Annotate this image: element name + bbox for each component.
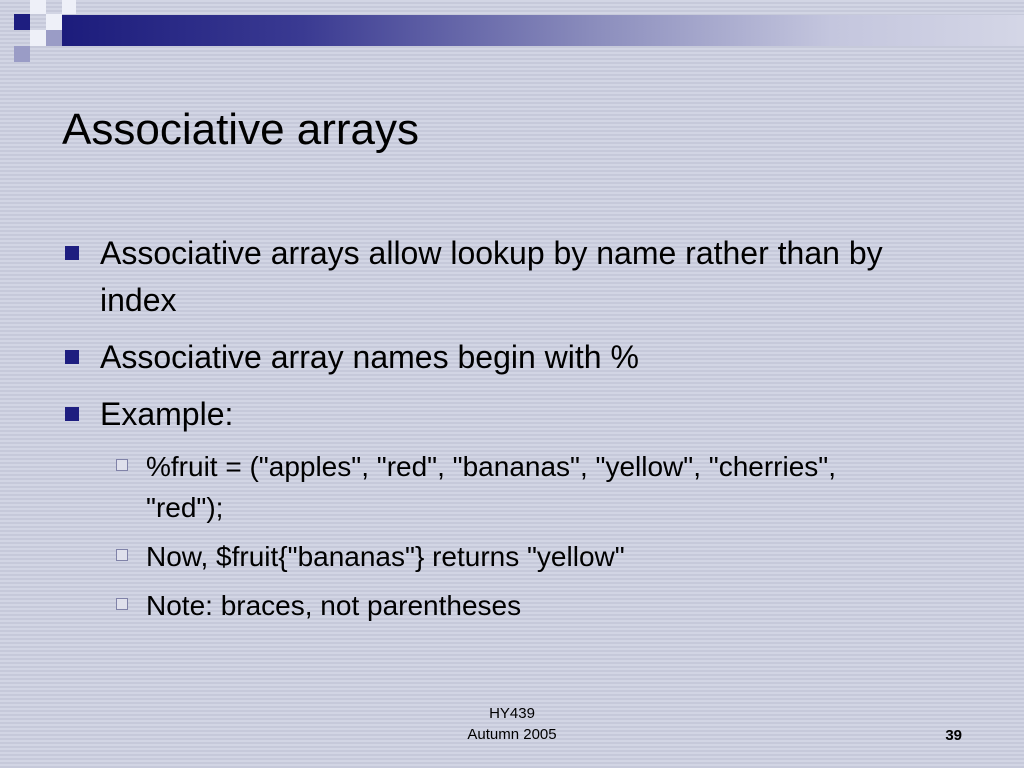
bullet-text: Example: xyxy=(100,396,234,432)
square-bullet-icon xyxy=(65,407,79,421)
sub-bullet-text: Note: braces, not parentheses xyxy=(146,590,522,621)
header-decoration xyxy=(0,0,1024,70)
square-bullet-icon xyxy=(65,246,79,260)
hollow-square-bullet-icon xyxy=(116,598,128,610)
deco-square xyxy=(14,46,30,62)
bullet-item xyxy=(62,334,962,381)
header-gradient-bar xyxy=(62,15,1024,46)
deco-square xyxy=(30,30,46,46)
bullet-text: Associative arrays allow lookup by name rather than by index xyxy=(100,235,883,318)
deco-square xyxy=(62,0,76,14)
sub-bullet-item xyxy=(112,585,872,626)
deco-square xyxy=(30,0,46,14)
hollow-square-bullet-icon xyxy=(116,459,128,471)
sub-bullet-text: Now, $fruit{"bananas"} returns "yellow" xyxy=(146,541,625,572)
deco-square xyxy=(46,14,62,30)
footer-term: Autumn 2005 xyxy=(467,726,557,743)
sub-bullet-item xyxy=(112,536,872,577)
square-bullet-icon xyxy=(65,350,79,364)
deco-square xyxy=(14,14,30,30)
sub-bullet-item xyxy=(112,446,872,528)
bullet-text: Associative array names begin with % xyxy=(100,339,639,375)
slide-number: 39 xyxy=(945,727,962,744)
slide-footer xyxy=(412,703,612,745)
footer-course: HY439 xyxy=(489,705,535,722)
slide-title: Associative arrays xyxy=(62,105,420,154)
bullet-item xyxy=(62,230,962,324)
deco-square xyxy=(46,30,62,46)
bullet-item xyxy=(62,391,962,438)
sub-bullet-text: %fruit = ("apples", "red", "bananas", "yellow", "cherries", "red"); xyxy=(146,451,837,523)
hollow-square-bullet-icon xyxy=(116,549,128,561)
